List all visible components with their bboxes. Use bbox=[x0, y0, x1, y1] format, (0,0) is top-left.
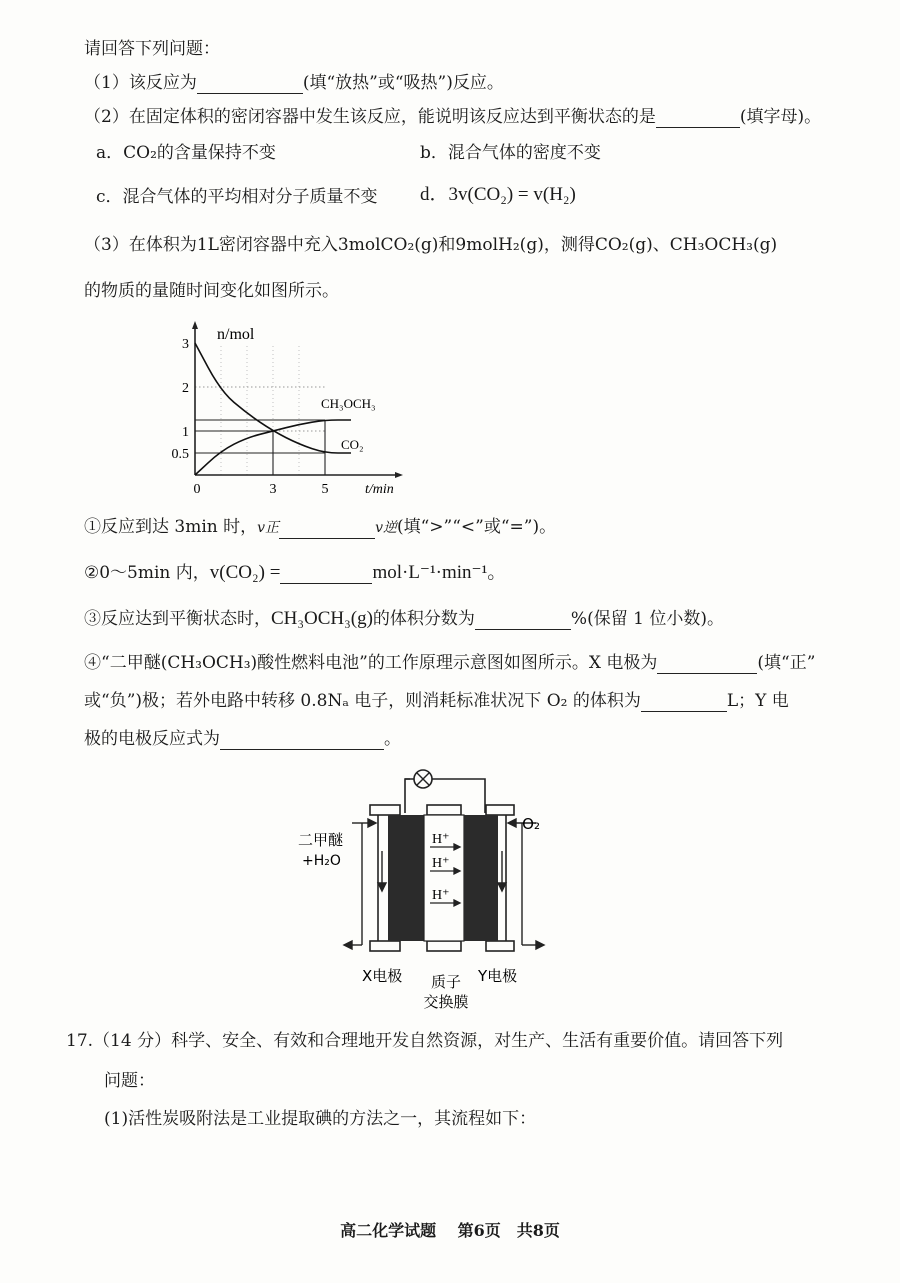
subquestion-2: ②0～5min 内，v(CO₂) = mol·L⁻¹·min⁻¹。 bbox=[84, 562, 507, 583]
question-17-line3: (1)活性炭吸附法是工业提取碘的方法之一，其流程如下： bbox=[104, 1109, 537, 1129]
answer-blank-2[interactable] bbox=[656, 109, 740, 128]
answer-blank-s4c[interactable] bbox=[220, 731, 384, 750]
y-electrode-label: Y电极 bbox=[478, 967, 518, 985]
option-a: a．CO₂的含量保持不变 bbox=[96, 143, 276, 163]
x-tick-label-1: 3 bbox=[269, 482, 277, 497]
y-electrode bbox=[464, 815, 498, 941]
proton-label-1: H⁺ bbox=[432, 832, 450, 847]
proton-label-2: H⁺ bbox=[432, 856, 450, 871]
left-input-label-2: +H₂O bbox=[302, 853, 341, 869]
option-d: d．3v(CO₂) = v(H₂) bbox=[420, 184, 576, 205]
intro-text: 请回答下列问题： bbox=[84, 39, 220, 59]
bulb-icon bbox=[414, 770, 432, 788]
membrane-label-2: 交换膜 bbox=[423, 993, 469, 1011]
answer-blank-s3[interactable] bbox=[475, 611, 571, 630]
subquestion-1: ①反应到达 3min 时，v正 v逆(填“>”“<”或“=”)。 bbox=[84, 517, 557, 537]
question-3-line2: 的物质的量随时间变化如图所示。 bbox=[84, 281, 339, 301]
option-c: c．混合气体的平均相对分子质量不变 bbox=[96, 187, 378, 207]
page-footer: 高二化学试题 第6页 共8页 bbox=[340, 1221, 560, 1240]
question-2: （2）在固定体积的密闭容器中发生该反应，能说明该反应达到平衡状态的是 (填字母)。 bbox=[84, 107, 822, 127]
x-axis-label: t/min bbox=[365, 482, 394, 497]
subquestion-3: ③反应达到平衡状态时，CH₃OCH₃(g)的体积分数为 %(保留 1 位小数)。 bbox=[84, 608, 724, 629]
answer-blank-s1[interactable] bbox=[279, 520, 375, 539]
subquestion-4-line2: 或“负”)极；若外电路中转移 0.8Nₐ 电子，则消耗标准状况下 O₂ 的体积为 L；Y 电 bbox=[84, 691, 789, 711]
option-b: b．混合气体的密度不变 bbox=[420, 143, 601, 163]
series-label-0: CH₃OCH₃ bbox=[321, 396, 376, 411]
chart-plot bbox=[172, 321, 404, 497]
question-3-line1: （3）在体积为1L密闭容器中充入3molCO₂(g)和9molH₂(g)，测得CO₂(g)、CH₃OCH₃(g) bbox=[84, 235, 778, 255]
answer-blank-s4a[interactable] bbox=[657, 655, 757, 674]
subquestion-4-line3: 极的电极反应式为 。 bbox=[84, 729, 401, 749]
right-flow bbox=[498, 819, 544, 949]
fuel-cell-diagram bbox=[290, 765, 550, 1025]
right-input-label: O₂ bbox=[522, 815, 540, 833]
y-axis-label: n/mol bbox=[217, 326, 255, 343]
answer-blank-1[interactable] bbox=[197, 75, 303, 94]
y-tick-label-2: 1 bbox=[182, 425, 189, 440]
question-17-line2: 问题： bbox=[104, 1071, 155, 1091]
answer-blank-s4b[interactable] bbox=[641, 693, 727, 712]
question-17-line1: 17.（14 分）科学、安全、有效和合理地开发自然资源，对生产、生活有重要价值。请回答下列 bbox=[66, 1031, 784, 1051]
x-tick-label-0: 0 bbox=[193, 482, 201, 497]
proton-label-3: H⁺ bbox=[432, 888, 450, 903]
membrane-label-1: 质子 bbox=[430, 973, 462, 991]
series-label-1: CO₂ bbox=[341, 437, 364, 452]
x-electrode-label: X电极 bbox=[362, 967, 403, 985]
question-1: （1）该反应为 (填“放热”或“吸热”)反应。 bbox=[84, 73, 504, 93]
x-tick-label-2: 5 bbox=[321, 482, 329, 497]
y-tick-label-1: 2 bbox=[182, 381, 189, 396]
mol-time-chart bbox=[165, 315, 425, 500]
y-axis-arrow bbox=[192, 321, 198, 329]
subquestion-4-line1: ④“二甲醚(CH₃OCH₃)酸性燃料电池”的工作原理示意图如图所示。X 电极为 (填“正” bbox=[84, 653, 816, 673]
y-tick-label-0: 3 bbox=[182, 337, 189, 352]
x-electrode bbox=[388, 815, 424, 941]
left-input-label-1: 二甲醚 bbox=[298, 831, 344, 849]
y-tick-label-3: 0.5 bbox=[171, 447, 189, 462]
x-axis-arrow bbox=[395, 472, 403, 478]
left-flow bbox=[344, 819, 386, 949]
answer-blank-s2[interactable] bbox=[280, 565, 372, 584]
